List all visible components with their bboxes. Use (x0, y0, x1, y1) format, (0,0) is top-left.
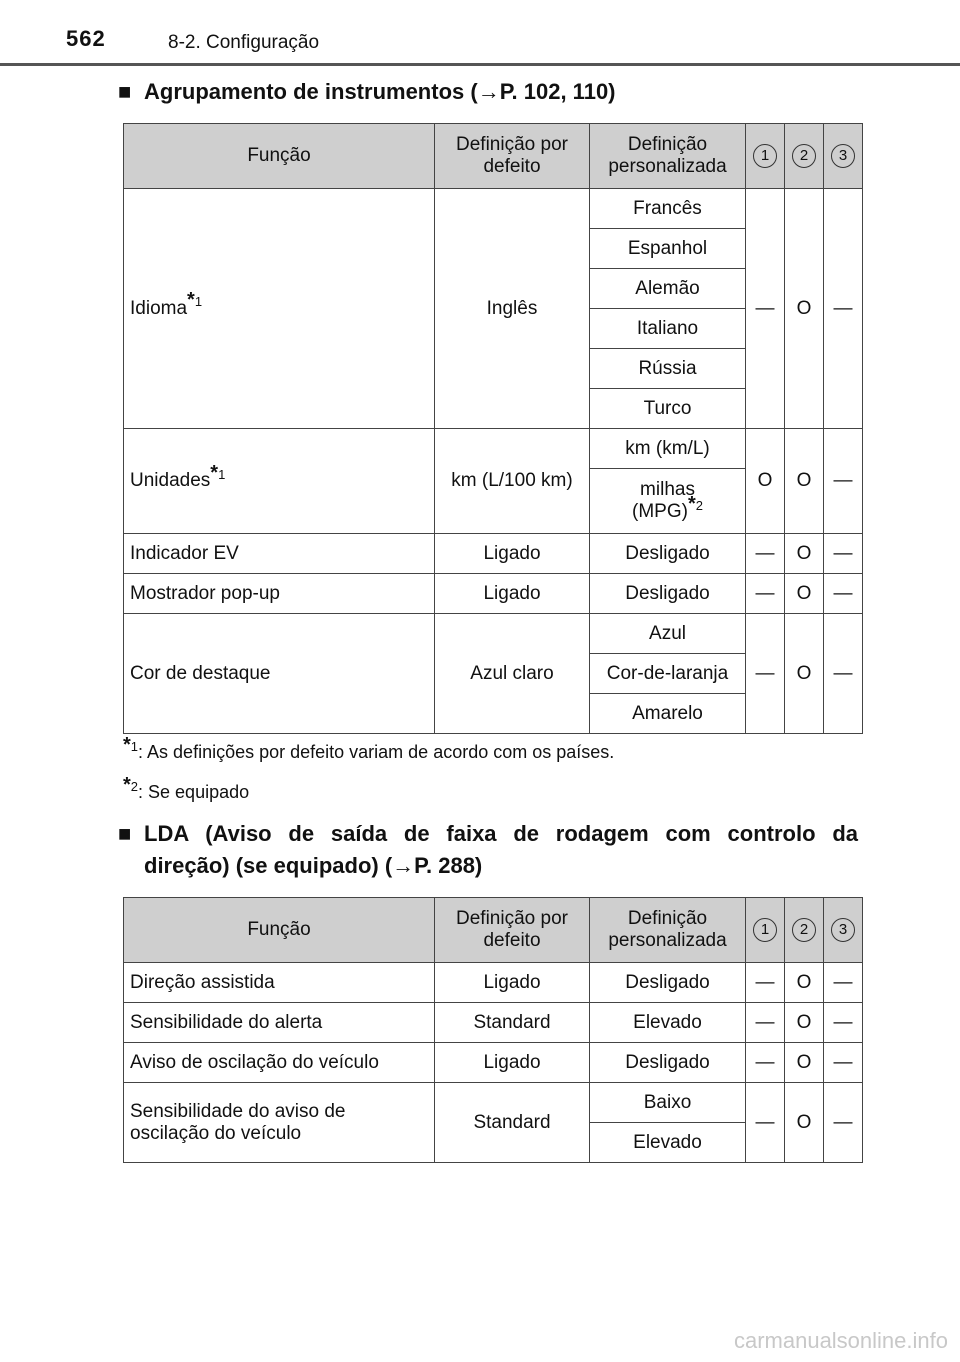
cell-function: Idioma$^{*1}$ (124, 189, 435, 429)
lda-settings-table (123, 897, 863, 1163)
cell-mark-1: — (746, 534, 785, 574)
chapter-title: 8-2. Configuração (168, 32, 320, 53)
col-header-default: Definição por defeito (435, 898, 590, 963)
col-header-3 (824, 898, 863, 963)
cell-mark-3: — (824, 189, 863, 429)
cell-custom: Elevado (590, 1123, 746, 1163)
cell-mark-3: — (824, 1043, 863, 1083)
cell-default: Standard (435, 1003, 590, 1043)
cell-custom: Desligado (590, 574, 746, 614)
col-header-1 (746, 898, 785, 963)
cell-mark-2: O (785, 574, 824, 614)
col-header-1 (746, 124, 785, 189)
cell-custom: Desligado (590, 1043, 746, 1083)
col-header-custom: Definição personalizada (590, 124, 746, 189)
section-heading-instruments: ■ Agrupamento de instrumentos (→P. 102, 110) (118, 76, 878, 108)
cell-custom: Alemão (590, 269, 746, 309)
col-header-2 (785, 898, 824, 963)
cell-function: Sensibilidade do alerta (124, 1003, 435, 1043)
cell-function: Mostrador pop-up (124, 574, 435, 614)
cell-mark-2: O (785, 1003, 824, 1043)
cell-function: Direção assistida (124, 963, 435, 1003)
cell-function: Sensibilidade do aviso de oscilação do veículo (124, 1083, 435, 1163)
arrow-right-icon: → (392, 853, 415, 878)
cell-custom: km (km/L) (590, 429, 746, 469)
cell-custom: Cor-de-laranja (590, 654, 746, 694)
cell-function: Unidades$^{*1}$ (124, 429, 435, 534)
cell-custom: Elevado (590, 1003, 746, 1043)
cell-mark-2: O (785, 963, 824, 1003)
cell-mark-3: — (824, 534, 863, 574)
cell-custom: Baixo (590, 1083, 746, 1123)
cell-mark-2: O (785, 1083, 824, 1163)
cell-custom: Rússia (590, 349, 746, 389)
table-row (124, 1083, 863, 1123)
col-header-function: Função (124, 124, 435, 189)
col-header-2 (785, 124, 824, 189)
cell-mark-3: — (824, 614, 863, 734)
cell-mark-2: O (785, 534, 824, 574)
col-header-3 (824, 124, 863, 189)
cell-mark-1: — (746, 1043, 785, 1083)
cell-mark-2: O (785, 614, 824, 734)
cell-mark-3: — (824, 429, 863, 534)
circled-2-icon: 2 (792, 144, 816, 168)
cell-custom: Desligado (590, 534, 746, 574)
cell-mark-1: — (746, 574, 785, 614)
table-header-row (124, 124, 863, 189)
table-row (124, 1003, 863, 1043)
cell-function: Indicador EV (124, 534, 435, 574)
cell-mark-3: — (824, 574, 863, 614)
cell-custom: Amarelo (590, 694, 746, 734)
cell-mark-2: O (785, 1043, 824, 1083)
circled-2-icon: 2 (792, 918, 816, 942)
cell-mark-2: O (785, 429, 824, 534)
col-header-function: Função (124, 898, 435, 963)
circled-3-icon: 3 (831, 918, 855, 942)
cell-mark-1: — (746, 1003, 785, 1043)
table-row (124, 534, 863, 574)
table-row (124, 429, 863, 469)
cell-custom: Francês (590, 189, 746, 229)
cell-default: Ligado (435, 963, 590, 1003)
cell-default: Standard (435, 1083, 590, 1163)
table-row (124, 614, 863, 654)
cell-default: Ligado (435, 574, 590, 614)
cell-default: km (L/100 km) (435, 429, 590, 534)
cell-mark-1: — (746, 1083, 785, 1163)
cell-mark-3: — (824, 963, 863, 1003)
page-header (0, 0, 960, 66)
cell-mark-1: O (746, 429, 785, 534)
cell-custom: milhas (MPG)$^{*2}$ (590, 469, 746, 534)
cell-default: Ligado (435, 534, 590, 574)
cell-default: Inglês (435, 189, 590, 429)
cell-custom: Italiano (590, 309, 746, 349)
cell-custom: Azul (590, 614, 746, 654)
cell-function: Cor de destaque (124, 614, 435, 734)
cell-function: Aviso de oscilação do veículo (124, 1043, 435, 1083)
square-bullet-icon: ■ (118, 79, 132, 104)
cell-mark-3: — (824, 1003, 863, 1043)
table-row (124, 963, 863, 1003)
table-row (124, 574, 863, 614)
col-header-custom: Definição personalizada (590, 898, 746, 963)
cell-custom: Turco (590, 389, 746, 429)
col-header-default: Definição por defeito (435, 124, 590, 189)
circled-1-icon: 1 (753, 918, 777, 942)
table-header-row (124, 898, 863, 963)
cell-mark-3: — (824, 1083, 863, 1163)
cell-mark-2: O (785, 189, 824, 429)
cell-default: Ligado (435, 1043, 590, 1083)
page-number: 562 (66, 26, 106, 51)
cell-custom: Desligado (590, 963, 746, 1003)
cell-custom: Espanhol (590, 229, 746, 269)
cell-mark-1: — (746, 963, 785, 1003)
table-row (124, 189, 863, 229)
section-heading-lda: ■ LDA (Aviso de saída de faixa de rodagem com controlo da direção) (se equipado) (→P. 288) (118, 818, 858, 882)
footnote-1: $^{*1}$: As definições por defeito variam de acordo com os países. (123, 734, 615, 762)
square-bullet-icon: ■ (118, 821, 132, 846)
cell-mark-1: — (746, 189, 785, 429)
instruments-settings-table (123, 123, 863, 734)
cell-mark-1: — (746, 614, 785, 734)
footnote-2: $^{*2}$: Se equipado (123, 774, 250, 802)
arrow-right-icon: → (477, 79, 500, 104)
header-divider (0, 63, 960, 66)
circled-1-icon: 1 (753, 144, 777, 168)
cell-default: Azul claro (435, 614, 590, 734)
watermark: carmanualsonline.info (733, 1328, 948, 1353)
circled-3-icon: 3 (831, 144, 855, 168)
table-row (124, 1043, 863, 1083)
